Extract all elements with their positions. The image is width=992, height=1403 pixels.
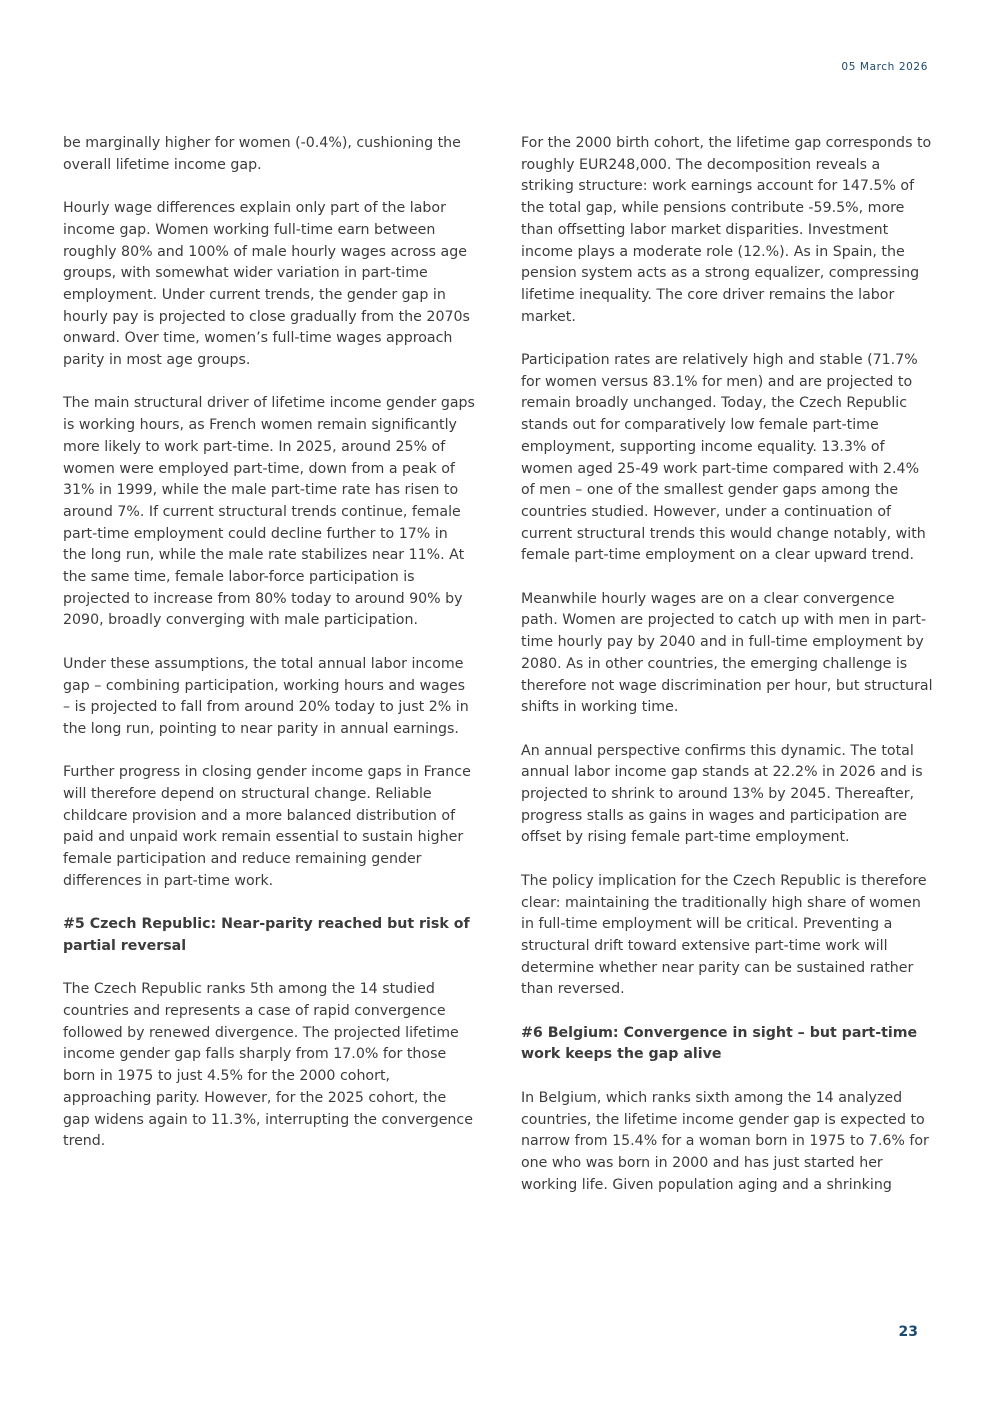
paragraph: The policy implication for the Czech Republic is therefore clear: maintaining the traditionally high share of women in full-time employment will be critical. Preventing a structural drift toward extensive part-time work will determine whether near parity can be sustained rather than reversed. xyxy=(521,872,927,998)
section-heading-czech-republic: #5 Czech Republic: Near-parity reached but risk of partial reversal xyxy=(63,916,470,954)
section-heading-belgium: #6 Belgium: Convergence in sight – but part-time work keeps the gap alive xyxy=(521,1024,918,1063)
paragraph: An annual perspective confirms this dynamic. The total annual labor income gap stands at 22.2% in 2026 and is projected to shrink to around 13% by 2045. Thereafter, progress stalls as gains in wages and participation are offset by rising female part-time employment. xyxy=(521,742,923,846)
paragraph: Further progress in closing gender income gaps in France will therefore depend on structural change. Reliable childcare provision and a more balanced distribution of paid and unpaid work remain essential to sustain higher female participation and reduce remaining gender differences in part-time work. xyxy=(63,764,471,889)
right-column xyxy=(521,133,933,1196)
paragraph: Under these assumptions, the total annual labor income gap – combining participation, working hours and wages – is projected to fall from around 20% today to just 2% in the long run, pointing to near parity in annual earnings. xyxy=(63,655,469,737)
paragraph: Meanwhile hourly wages are on a clear convergence path. Women are projected to catch up with men in part-time hourly pay by 2040 and in full-time employment by 2080. As in other countries, the emerging challenge is therefore not wage discrimination per hour, but structural shifts in working time. xyxy=(521,590,933,716)
paragraph: For the 2000 birth cohort, the lifetime gap corresponds to roughly EUR248,000. The decomposition reveals a striking structure: work earnings account for 147.5% of the total gap, while pensions contribute -59.5%, more than offsetting labor market disparities. Investment income plays a moderate role (12.%). As in Spain, the pension system acts as a strong equalizer, compressing lifetime inequality. The core driver remains the labor market. xyxy=(521,135,932,325)
paragraph: Hourly wage differences explain only part of the labor income gap. Women working full-time earn between roughly 80% and 100% of male hourly wages across age groups, with somewhat wider variation in part-time employment. Under current trends, the gender gap in hourly pay is projected to close gradually from the 2070s onward. Over time, women’s full-time wages approach parity in most age groups. xyxy=(63,200,470,369)
left-column xyxy=(63,133,475,1153)
page-number: 23 xyxy=(898,1324,918,1340)
paragraph: be marginally higher for women (-0.4%), cushioning the overall lifetime income gap. xyxy=(63,135,461,173)
paragraph: The Czech Republic ranks 5th among the 14 studied countries and represents a case of rapid convergence followed by renewed divergence. The projected lifetime income gender gap falls sharply from 17.0% for those born in 1975 to just 4.5% for the 2000 cohort, approaching parity. However, for the 2025 cohort, the gap widens again to 11.3%, interrupting the convergence trend. xyxy=(63,981,473,1150)
paragraph: In Belgium, which ranks sixth among the 14 analyzed countries, the lifetime income gender gap is expected to narrow from 15.4% for a woman born in 1975 to 7.6% for one who was born in 2000 and has just started her working life. Given population aging and a shrinking xyxy=(521,1089,929,1193)
paragraph: The main structural driver of lifetime income gender gaps is working hours, as French women remain significantly more likely to work part-time. In 2025, around 25% of women were employed part-time, down from a peak of 31% in 1999, while the male part-time rate has risen to around 7%. If current structural trends continue, female part-time employment could decline further to 17% in the long run, while the male rate stabilizes near 11%. At the same time, female labor-force participation is projected to increase from 80% today to around 90% by 2090, broadly converging with male participation. xyxy=(63,395,475,629)
header-date: 05 March 2026 xyxy=(841,61,928,73)
paragraph: Participation rates are relatively high and stable (71.7% for women versus 83.1% for men) and are projected to remain broadly unchanged. Today, the Czech Republic stands out for comparatively low female part-time employment, supporting income equality. 13.3% of women aged 25-49 work part-time compared with 2.4% of men – one of the smallest gender gaps among the countries studied. However, under a continuation of current structural trends this would change notably, with female part-time employment on a clear upward trend. xyxy=(521,352,926,564)
